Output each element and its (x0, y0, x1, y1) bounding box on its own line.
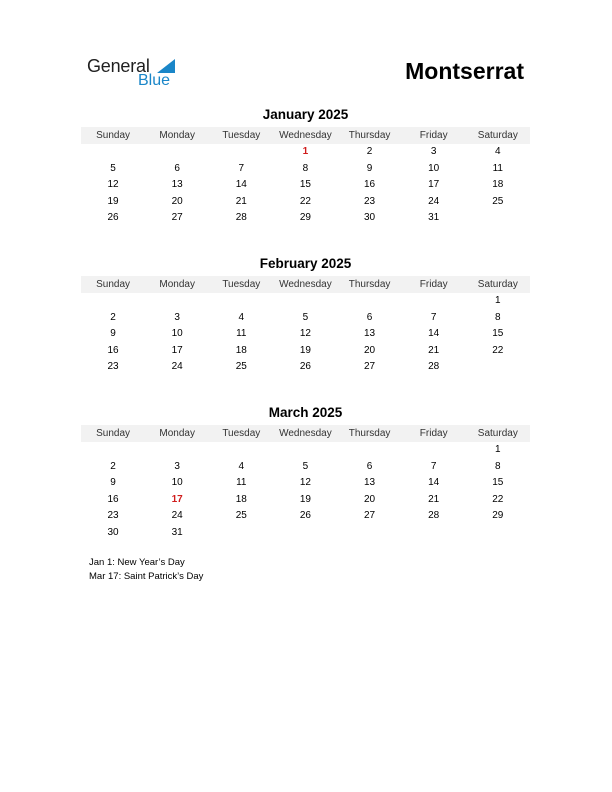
day-cell: 26 (299, 510, 311, 522)
week-row (81, 326, 530, 343)
weekday-label: Monday (159, 130, 195, 141)
day-cell: 25 (235, 361, 247, 373)
week-row (81, 144, 530, 161)
day-cell: 25 (492, 195, 504, 207)
empty-day-cell (81, 293, 145, 310)
country-title: Montserrat (405, 58, 524, 84)
brand-logo (87, 56, 187, 92)
day-cell: 5 (302, 460, 309, 472)
empty-day-cell (466, 359, 530, 376)
day-cell: 18 (492, 179, 504, 191)
day-cell: 12 (299, 477, 311, 489)
empty-day-cell (209, 293, 273, 310)
logo-triangle-icon (157, 59, 175, 73)
weekday-label: Thursday (348, 130, 391, 141)
day-cell: 11 (492, 162, 503, 174)
day-cell: 3 (430, 146, 437, 157)
day-cell: 27 (364, 510, 376, 522)
day-cell: 3 (174, 460, 180, 472)
holiday-note: Jan 1: New Year’s Day (89, 557, 185, 568)
day-cell: 9 (110, 328, 116, 340)
day-cell: 23 (107, 510, 119, 522)
month-calendar-march (81, 405, 530, 542)
day-cell: 26 (107, 212, 119, 224)
day-cell: 17 (428, 179, 440, 191)
empty-day-cell (402, 525, 466, 542)
week-row (81, 177, 530, 194)
day-cell: 7 (238, 162, 245, 174)
day-cell: 28 (428, 361, 440, 373)
month-calendar-january (81, 107, 530, 227)
weekday-label: Tuesday (222, 279, 261, 290)
day-cell: 19 (299, 493, 311, 505)
day-cell: 19 (299, 344, 311, 356)
day-cell: 2 (110, 460, 116, 472)
weekday-label: Friday (419, 279, 448, 290)
day-cell: 24 (428, 195, 440, 207)
weekday-label: Friday (419, 428, 448, 439)
day-cell: 20 (171, 195, 183, 207)
day-cell: 21 (428, 493, 440, 505)
day-cell: 22 (492, 493, 504, 505)
empty-day-cell (145, 144, 209, 161)
day-cell: 24 (171, 510, 183, 522)
holiday-notes (89, 556, 203, 584)
month-title: March 2025 (268, 405, 343, 420)
holiday-day-cell: 1 (302, 146, 309, 157)
day-cell: 6 (174, 162, 180, 174)
weekday-label: Thursday (348, 428, 391, 439)
week-row (81, 293, 530, 310)
day-cell: 3 (174, 311, 180, 323)
day-cell: 21 (428, 344, 440, 356)
week-row (81, 475, 530, 492)
day-cell: 13 (364, 477, 376, 489)
day-cell: 16 (364, 179, 376, 191)
day-cell: 22 (299, 195, 311, 207)
weekday-label: Sunday (96, 279, 131, 290)
day-cell: 5 (110, 162, 116, 174)
day-cell: 12 (299, 328, 311, 340)
day-cell: 29 (492, 510, 504, 522)
day-cell: 1 (495, 295, 501, 306)
day-cell: 9 (110, 477, 116, 489)
week-row (81, 343, 530, 360)
empty-day-cell (466, 525, 530, 542)
day-cell: 15 (492, 477, 504, 489)
week-row (81, 508, 530, 525)
week-row (81, 161, 530, 178)
day-cell: 13 (364, 328, 376, 340)
empty-day-cell (145, 293, 209, 310)
week-row (81, 525, 530, 542)
empty-day-cell (402, 442, 466, 459)
day-cell: 13 (171, 179, 183, 191)
day-cell: 28 (428, 510, 440, 522)
month-calendar-february (81, 256, 530, 376)
weekday-label: Monday (159, 428, 195, 439)
weekday-label: Saturday (477, 428, 518, 439)
weekday-label: Friday (419, 130, 448, 141)
day-cell: 30 (107, 526, 119, 538)
day-cell: 15 (299, 179, 311, 191)
day-cell: 14 (428, 477, 440, 489)
day-cell: 24 (171, 361, 183, 373)
day-cell: 31 (171, 526, 183, 538)
month-title: February 2025 (259, 256, 352, 271)
weekday-label: Sunday (96, 428, 131, 439)
day-cell: 30 (364, 212, 376, 224)
empty-day-cell (273, 525, 337, 542)
day-cell: 27 (364, 361, 376, 373)
day-cell: 6 (366, 311, 373, 323)
day-cell: 7 (430, 460, 437, 472)
day-cell: 23 (107, 361, 119, 373)
day-cell: 2 (366, 146, 373, 157)
day-cell: 10 (171, 477, 183, 489)
day-cell: 23 (364, 195, 376, 207)
empty-day-cell (402, 293, 466, 310)
holiday-note: Mar 17: Saint Patrick’s Day (89, 571, 204, 582)
day-cell: 19 (107, 195, 119, 207)
day-cell: 16 (107, 344, 119, 356)
day-cell: 21 (235, 195, 247, 207)
week-row (81, 459, 530, 476)
week-row (81, 310, 530, 327)
day-cell: 25 (235, 510, 247, 522)
empty-day-cell (209, 144, 273, 161)
empty-day-cell (338, 442, 402, 459)
day-cell: 18 (235, 344, 247, 356)
day-cell: 9 (366, 162, 373, 174)
day-cell: 1 (495, 444, 501, 455)
weekday-label: Wednesday (279, 279, 332, 290)
weekday-label: Thursday (348, 279, 391, 290)
empty-day-cell (466, 210, 530, 227)
day-cell: 18 (235, 493, 247, 505)
day-cell: 5 (302, 311, 309, 323)
day-cell: 8 (302, 162, 309, 174)
day-cell: 14 (428, 328, 440, 340)
logo-word-blue: Blue (138, 72, 171, 89)
weekday-label: Monday (159, 279, 195, 290)
empty-day-cell (209, 525, 273, 542)
week-row (81, 210, 530, 227)
day-cell: 2 (110, 311, 116, 323)
weekday-header-row (81, 276, 530, 293)
weekday-label: Tuesday (222, 130, 261, 141)
day-cell: 8 (495, 460, 501, 472)
day-cell: 6 (366, 460, 373, 472)
empty-day-cell (338, 293, 402, 310)
day-cell: 8 (495, 311, 501, 323)
week-row (81, 359, 530, 376)
day-cell: 31 (428, 212, 440, 224)
month-title: January 2025 (262, 107, 349, 122)
logo-word-general: General (87, 56, 150, 76)
day-cell: 28 (235, 212, 247, 224)
weekday-label: Wednesday (279, 428, 332, 439)
day-cell: 4 (495, 146, 501, 157)
weekday-label: Tuesday (222, 428, 261, 439)
empty-day-cell (273, 442, 337, 459)
week-row (81, 194, 530, 211)
day-cell: 4 (238, 460, 245, 472)
weekday-label: Sunday (96, 130, 131, 141)
day-cell: 12 (107, 179, 119, 191)
empty-day-cell (209, 442, 273, 459)
day-cell: 29 (299, 212, 311, 224)
day-cell: 15 (492, 328, 504, 340)
day-cell: 10 (171, 328, 183, 340)
day-cell: 10 (428, 162, 440, 174)
empty-day-cell (81, 144, 145, 161)
empty-day-cell (273, 293, 337, 310)
day-cell: 17 (171, 344, 183, 356)
day-cell: 14 (235, 179, 247, 191)
day-cell: 26 (299, 361, 311, 373)
weekday-label: Saturday (477, 279, 518, 290)
day-cell: 16 (107, 493, 119, 505)
empty-day-cell (81, 442, 145, 459)
holiday-day-cell: 17 (171, 493, 183, 505)
empty-day-cell (145, 442, 209, 459)
day-cell: 7 (430, 311, 437, 323)
day-cell: 4 (238, 311, 245, 323)
day-cell: 20 (364, 344, 376, 356)
day-cell: 22 (492, 344, 504, 356)
day-cell: 11 (236, 328, 247, 340)
week-row (81, 492, 530, 509)
weekday-label: Saturday (477, 130, 518, 141)
weekday-header-row (81, 127, 530, 144)
day-cell: 20 (364, 493, 376, 505)
day-cell: 11 (236, 477, 247, 489)
weekday-header-row (81, 425, 530, 442)
weekday-label: Wednesday (279, 130, 332, 141)
empty-day-cell (338, 525, 402, 542)
week-row (81, 442, 530, 459)
day-cell: 27 (171, 212, 183, 224)
